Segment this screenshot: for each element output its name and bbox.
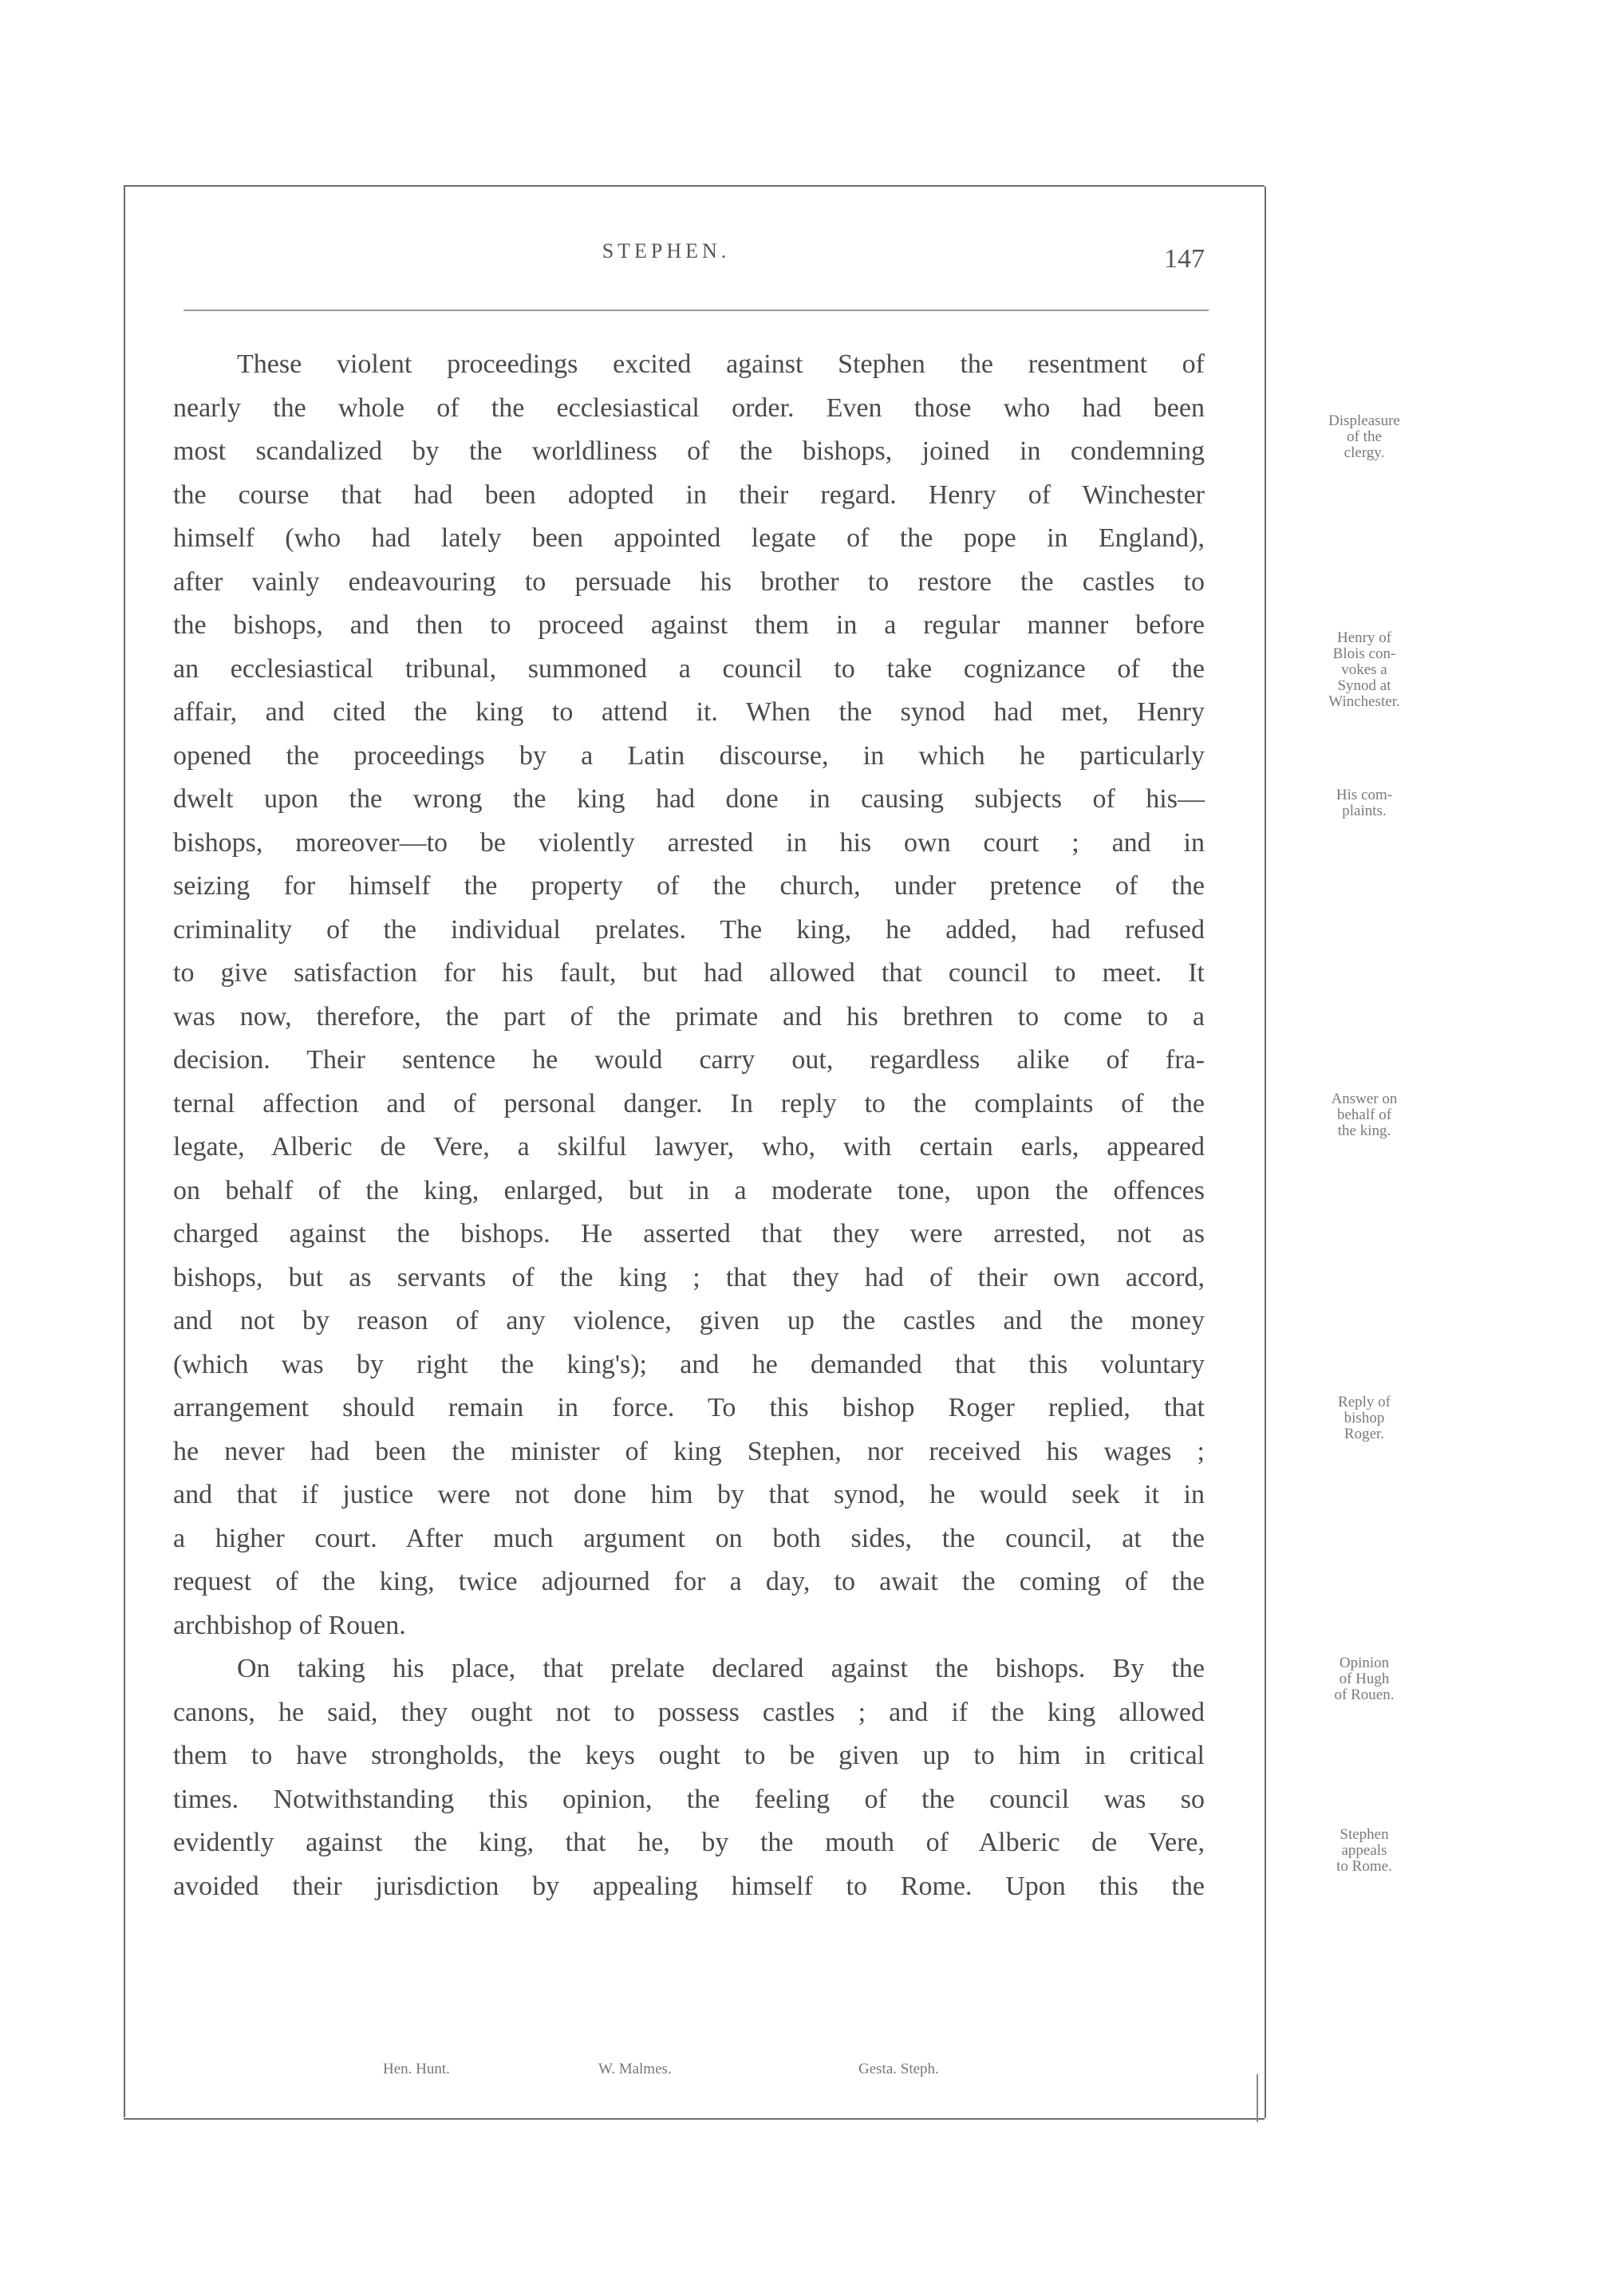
text-line: dwelt upon the wrong the king had done in causing subjects of his— — [173, 784, 1205, 814]
top-border-rule — [124, 185, 1265, 187]
text-line: to give satisfaction for his fault, but had allowed that council to meet. It — [173, 958, 1205, 988]
margin-column-rule — [1265, 187, 1266, 2118]
margin-note-opinion-of-hugh: Opinion of Hugh of Rouen. — [1334, 1655, 1395, 1703]
text-line: affair, and cited the king to attend it. When the synod had met, Henry — [173, 697, 1205, 727]
text-line: canons, he said, they ought not to possess castles ; and if the king allowed — [173, 1698, 1205, 1727]
text-line: them to have strongholds, the keys ought to be given up to him in critical — [173, 1741, 1205, 1770]
text-line: archbishop of Rouen. — [173, 1611, 406, 1640]
text-line: after vainly endeavouring to persuade his brother to restore the castles to — [173, 567, 1205, 597]
margin-note-stephen-appeals: Stephen appeals to Rome. — [1336, 1826, 1392, 1875]
text-line: and that if justice were not done him by that synod, he would seek it in — [173, 1480, 1205, 1509]
margin-note-his-complaints: His com- plaints. — [1336, 787, 1393, 819]
text-line: On taking his place, that prelate declared against the bishops. By the — [237, 1654, 1205, 1683]
footer-references — [383, 2061, 1021, 2085]
text-line: the bishops, and then to proceed against them in a regular manner before — [173, 610, 1205, 640]
text-line: These violent proceedings excited against Stephen the resentment of — [237, 349, 1205, 379]
text-line: and not by reason of any violence, given up the castles and the money — [173, 1306, 1205, 1335]
text-line: on behalf of the king, enlarged, but in a moderate tone, upon the offences — [173, 1176, 1205, 1205]
page-header — [128, 239, 1205, 287]
running-title: STEPHEN. — [602, 239, 731, 262]
footer-ref-gesta-steph: Gesta. Steph. — [858, 2061, 939, 2077]
footer-ref-hen-hunt: Hen. Hunt. — [383, 2061, 450, 2077]
margin-note-displeasure: Displeasure of the clergy. — [1328, 412, 1400, 461]
text-line: legate, Alberic de Vere, a skilful lawyer, who, with certain earls, appeared — [173, 1132, 1205, 1162]
text-line: nearly the whole of the ecclesiastical order. Even those who had been — [173, 393, 1205, 423]
text-line: avoided their jurisdiction by appealing himself to Rome. Upon this the — [173, 1872, 1205, 1901]
text-line: himself (who had lately been appointed legate of the pope in England), — [173, 523, 1205, 553]
text-line: evidently against the king, that he, by the mouth of Alberic de Vere, — [173, 1828, 1205, 1857]
margin-note-henry-of-blois: Henry of Blois con- vokes a Synod at Winchester. — [1328, 629, 1400, 710]
text-line: bishops, but as servants of the king ; that they had of their own accord, — [173, 1263, 1205, 1292]
text-line: opened the proceedings by a Latin discourse, in which he particularly — [173, 741, 1205, 771]
text-line: the course that had been adopted in their regard. Henry of Winchester — [173, 480, 1205, 510]
text-line: an ecclesiastical tribunal, summoned a council to take cognizance of the — [173, 654, 1205, 684]
edge-border-rule — [1257, 2074, 1258, 2122]
text-line: decision. Their sentence he would carry out, regardless alike of fra- — [173, 1045, 1205, 1075]
text-line: (which was by right the king's); and he demanded that this voluntary — [173, 1350, 1205, 1379]
text-line: was now, therefore, the part of the primate and his brethren to come to a — [173, 1002, 1205, 1032]
text-line: bishops, moreover—to be violently arrested in his own court ; and in — [173, 828, 1205, 858]
text-line: criminality of the individual prelates. The king, he added, had refused — [173, 915, 1205, 945]
text-line: he never had been the minister of king Stephen, nor received his wages ; — [173, 1437, 1205, 1466]
header-rule — [183, 310, 1209, 311]
text-line: a higher court. After much argument on both sides, the council, at the — [173, 1524, 1205, 1553]
text-line: times. Notwithstanding this opinion, the feeling of the council was so — [173, 1785, 1205, 1814]
margin-note-answer-on-behalf: Answer on behalf of the king. — [1331, 1091, 1398, 1139]
text-line: most scandalized by the worldliness of the bishops, joined in condemning — [173, 436, 1205, 466]
text-line: ternal affection and of personal danger. In reply to the complaints of the — [173, 1089, 1205, 1118]
text-line: request of the king, twice adjourned for a day, to await the coming of the — [173, 1567, 1205, 1596]
left-border-rule — [124, 187, 125, 2117]
text-line: seizing for himself the property of the church, under pretence of the — [173, 871, 1205, 901]
footer-ref-w-malmes: W. Malmes. — [598, 2061, 672, 2077]
page-number: 147 — [1164, 244, 1205, 274]
margin-note-reply-of-roger: Reply of bishop Roger. — [1338, 1394, 1391, 1442]
text-line: arrangement should remain in force. To this bishop Roger replied, that — [173, 1393, 1205, 1422]
text-line: charged against the bishops. He asserted that they were arrested, not as — [173, 1219, 1205, 1249]
bottom-border-rule — [124, 2118, 1265, 2120]
